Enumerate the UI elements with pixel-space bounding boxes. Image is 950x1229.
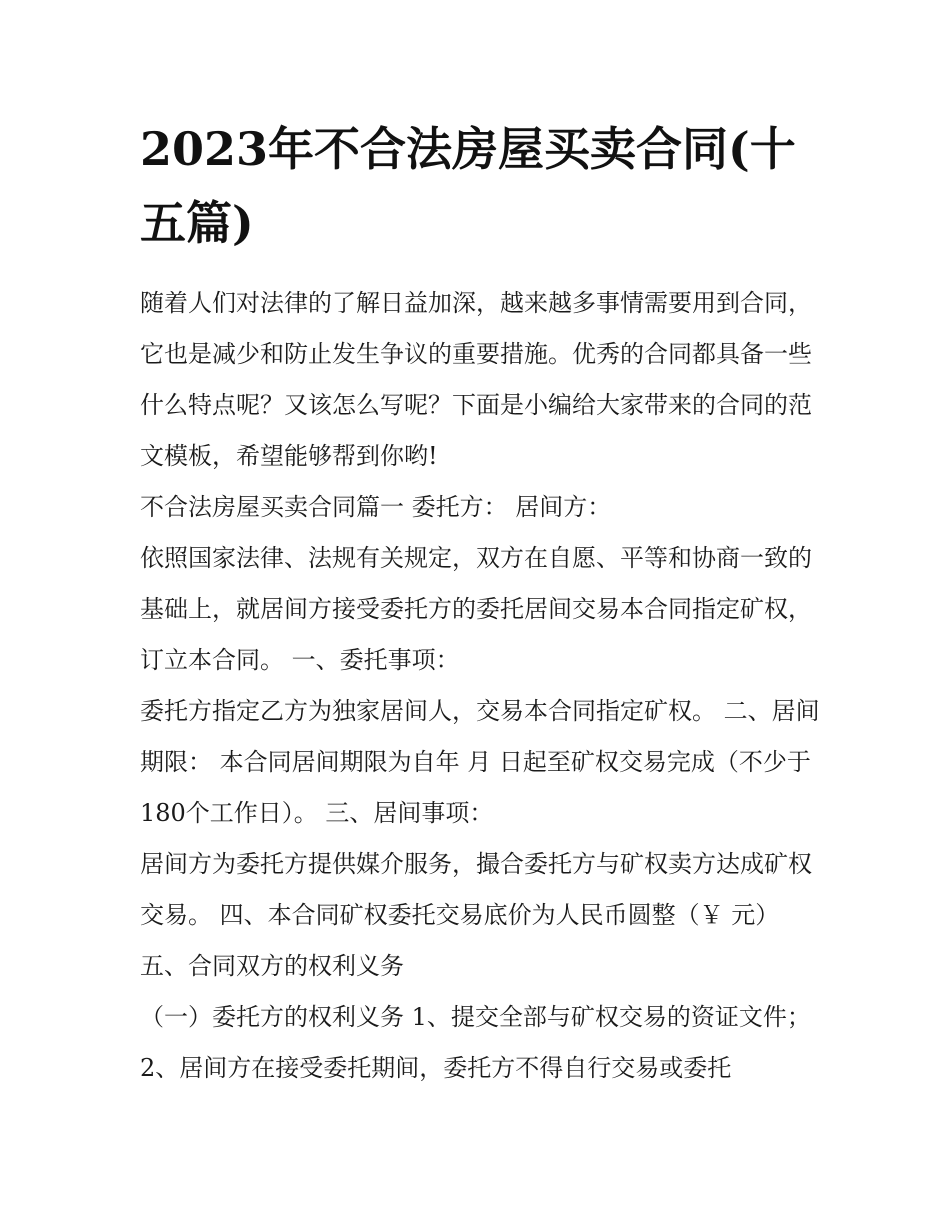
paragraph-section-heading: 不合法房屋买卖合同篇一 委托方： 居间方：: [140, 493, 612, 521]
paragraph-brokerage-service: 居间方为委托方提供媒介服务，撮合委托方与矿权卖方达成矿权交易。 四、本合同矿权委托交易底价为人民币圆整（￥ 元） 五、合同双方的权利义务: [140, 850, 812, 980]
document-title: 2023年不合法房屋买卖合同(十五篇): [140, 122, 796, 250]
paragraph-client-obligations: （一）委托方的权利义务 1、提交全部与矿权交易的资证文件； 2、居间方在接受委托期间，委托方不得自行交易或委托: [140, 1003, 811, 1082]
paragraph-intro: 随着人们对法律的了解日益加深，越来越多事情需要用到合同，它也是减少和防止发生争议的重要措施。优秀的合同都具备一些什么特点呢？又该怎么写呢？下面是小编给大家带来的合同的范文模板，希望能够帮到你哟!: [140, 289, 812, 470]
document-body: [140, 278, 820, 1094]
paragraph-preamble: 依照国家法律、法规有关规定，双方在自愿、平等和协商一致的基础上，就居间方接受委托方的委托居间交易本合同指定矿权，订立本合同。 一、委托事项：: [140, 544, 812, 674]
paragraph-entrust-term: 委托方指定乙方为独家居间人，交易本合同指定矿权。 二、居间期限： 本合同居间期限为自年 月 日起至矿权交易完成（不少于180个工作日）。 三、居间事项：: [140, 697, 820, 827]
